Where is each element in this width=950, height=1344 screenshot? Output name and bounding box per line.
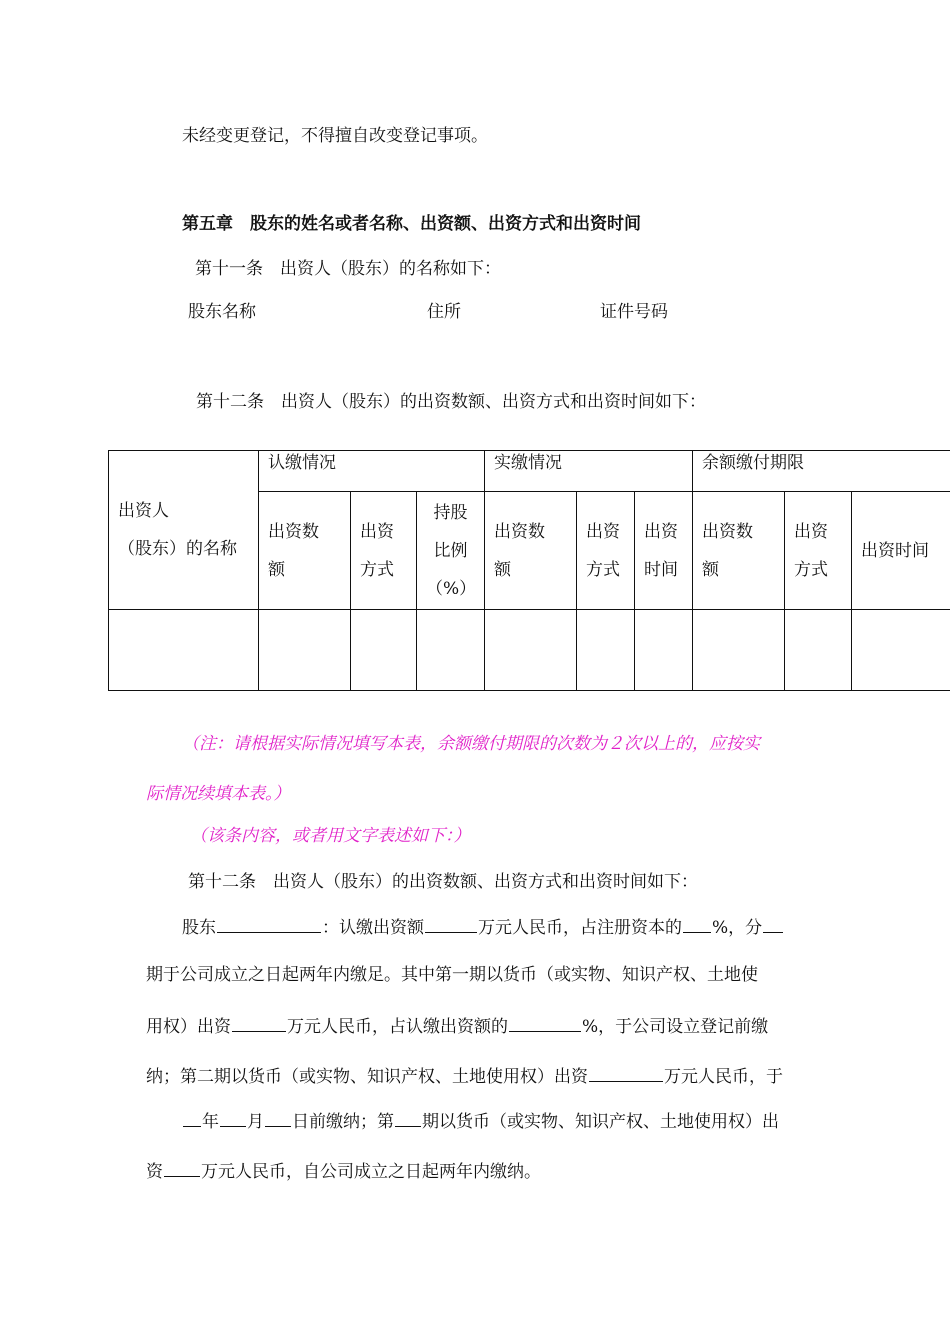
text: 万元人民币，于 [664, 1067, 783, 1087]
cell-line: 出资数 [702, 521, 753, 542]
balance-amount-header [693, 492, 785, 610]
table-cell[interactable] [635, 610, 693, 691]
blank-percent[interactable] [683, 916, 711, 933]
text: 股东 [182, 918, 216, 938]
cell-line: 方式 [586, 559, 620, 580]
blank-first-percent[interactable] [509, 1015, 581, 1032]
capital-contribution-table [108, 450, 950, 691]
cell-line: 出资 [644, 521, 678, 542]
blank-shareholder[interactable] [217, 916, 321, 933]
para-line-6 [146, 1160, 541, 1182]
cell-line: 出资数 [268, 521, 319, 542]
article-12-heading: 第十二条 出资人（股东）的出资数额、出资方式和出资时间如下： [196, 392, 706, 412]
balance-group-header: 余额缴付期限 [693, 451, 950, 492]
text: %，分 [712, 918, 763, 938]
text: 用权）出资 [146, 1017, 231, 1037]
blank-second-amount[interactable] [589, 1065, 663, 1082]
text: 资 [146, 1162, 163, 1182]
cell-line: 持股 [433, 502, 468, 523]
blank-period[interactable] [395, 1110, 421, 1127]
text: 期以货币（或实物、知识产权、土地使用权）出 [422, 1112, 779, 1132]
text: 月 [247, 1112, 264, 1132]
text: 纳；第二期以货币（或实物、知识产权、土地使用权）出资 [146, 1067, 588, 1087]
para-line-1 [182, 916, 784, 938]
header-shareholder-name: 股东名称 [188, 302, 256, 322]
blank-year[interactable] [183, 1110, 201, 1127]
header-id-number: 证件号码 [600, 302, 668, 322]
cell-line: 出资数 [494, 521, 545, 542]
note-line-3: （该条内容，或者用文字表述如下：） [190, 826, 471, 846]
chapter-heading: 第五章 股东的姓名或者名称、出资额、出资方式和出资时间 [182, 214, 641, 234]
text: ：认缴出资额 [322, 918, 424, 938]
table-cell[interactable] [351, 610, 417, 691]
table-cell[interactable] [852, 610, 950, 691]
header-address: 住所 [427, 302, 461, 322]
investor-header-line2: （股东）的名称 [118, 539, 237, 559]
subscribed-amount-header [259, 492, 351, 610]
cell-line: 方式 [360, 559, 394, 580]
cell-line: 时间 [644, 559, 678, 580]
text: 万元人民币，自公司成立之日起两年内缴纳。 [201, 1162, 541, 1182]
text: 年 [202, 1112, 219, 1132]
para-line-3 [146, 1015, 768, 1037]
cell-line: 比例 [433, 540, 468, 561]
cell-line: 额 [702, 559, 719, 580]
table-cell[interactable] [693, 610, 785, 691]
blank-installments[interactable] [763, 916, 783, 933]
table-cell[interactable] [485, 610, 577, 691]
balance-time-header: 出资时间 [852, 492, 950, 610]
para-line-4 [146, 1065, 783, 1087]
text: 万元人民币，占注册资本的 [478, 918, 682, 938]
text-line: 未经变更登记，不得擅自改变登记事项。 [182, 126, 488, 146]
paid-method-header [577, 492, 635, 610]
article-11: 第十一条 出资人（股东）的名称如下： [195, 259, 501, 279]
cell-line: 出资 [794, 521, 828, 542]
investor-header [109, 451, 259, 610]
cell-line: 出资 [360, 521, 394, 542]
cell-line: 额 [268, 559, 285, 580]
table-cell[interactable] [785, 610, 852, 691]
blank-month[interactable] [220, 1110, 246, 1127]
paid-group-header: 实缴情况 [485, 451, 693, 492]
cell-line: 额 [494, 559, 511, 580]
cell-line: （%） [426, 578, 477, 599]
subscribed-group-header: 认缴情况 [259, 451, 485, 492]
text: 日前缴纳；第 [292, 1112, 394, 1132]
cell-line: 出资 [586, 521, 620, 542]
article-12-text-heading: 第十二条 出资人（股东）的出资数额、出资方式和出资时间如下： [188, 872, 698, 892]
para-line-2: 期于公司成立之日起两年内缴足。其中第一期以货币（或实物、知识产权、土地使 [146, 965, 758, 985]
balance-method-header [785, 492, 852, 610]
blank-subscribed-amount[interactable] [425, 916, 477, 933]
table-cell[interactable] [417, 610, 485, 691]
table-cell[interactable] [577, 610, 635, 691]
subscribed-method-header [351, 492, 417, 610]
blank-first-amount[interactable] [232, 1015, 286, 1032]
text: 万元人民币，占认缴出资额的 [287, 1017, 508, 1037]
cell-line: 方式 [794, 559, 828, 580]
table-cell[interactable] [109, 610, 259, 691]
shareholding-ratio-header [417, 492, 485, 610]
para-line-5 [182, 1110, 779, 1132]
investor-header-line1: 出资人 [118, 501, 169, 521]
note-line-2: 际情况续填本表。） [146, 784, 291, 804]
paid-time-header [635, 492, 693, 610]
paid-amount-header [485, 492, 577, 610]
blank-day[interactable] [265, 1110, 291, 1127]
text: %，于公司设立登记前缴 [582, 1017, 769, 1037]
blank-later-amount[interactable] [164, 1160, 200, 1177]
note-line-1: （注：请根据实际情况填写本表，余额缴付期限的次数为２次以上的，应按实 [182, 734, 760, 754]
table-cell[interactable] [259, 610, 351, 691]
